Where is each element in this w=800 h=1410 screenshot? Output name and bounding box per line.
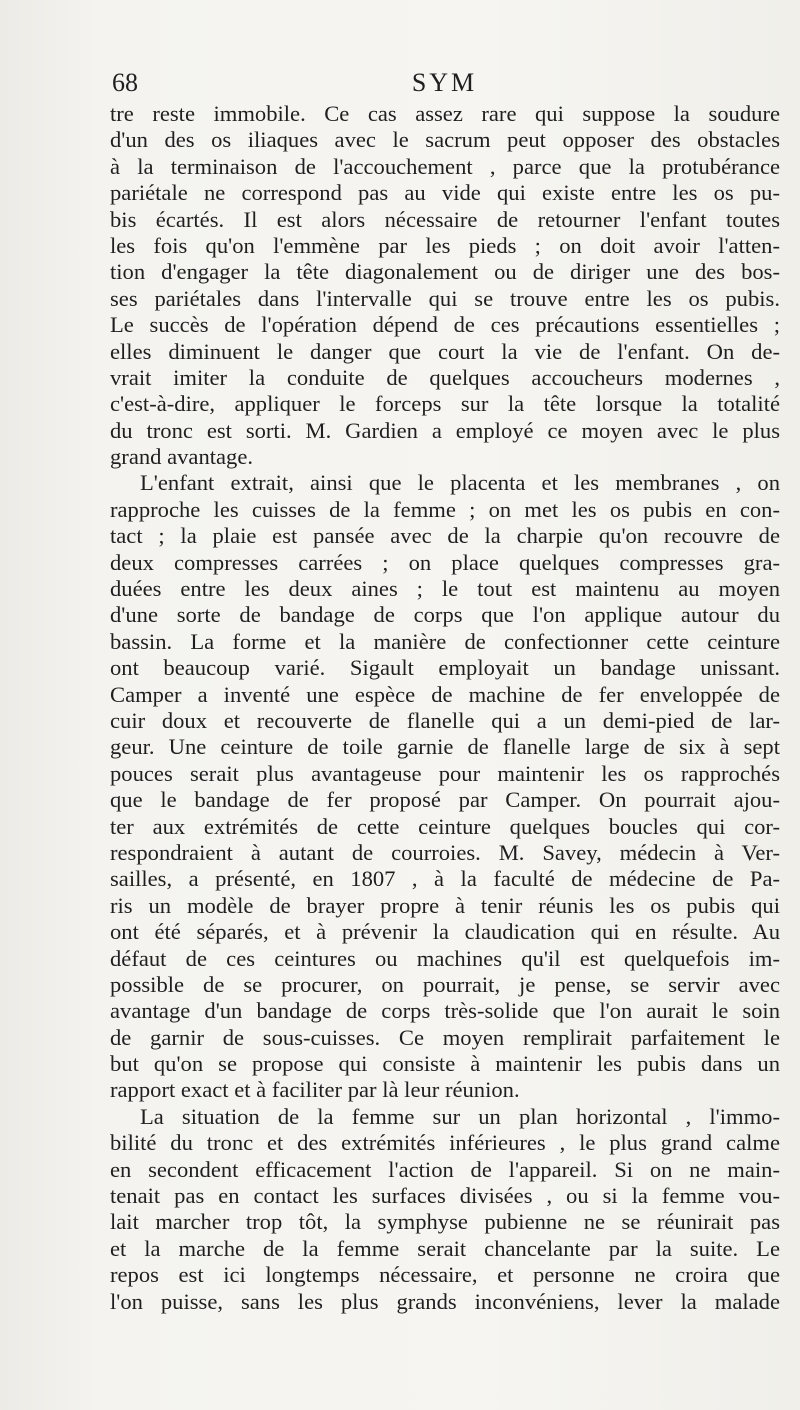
text-line: but qu'on se propose qui consiste à maintenir les pubis dans un [110, 1051, 780, 1077]
text-line: rapproche les cuisses de la femme ; on met les os pubis en con- [110, 496, 780, 522]
text-line: elles diminuent le danger que court la vie de l'enfant. On de- [110, 338, 780, 364]
text-line: bilité du tronc et des extrémités inférieures , le plus grand calme [110, 1130, 780, 1156]
text-line: tre reste immobile. Ce cas assez rare qui suppose la soudure [110, 101, 780, 126]
body-text [110, 101, 780, 1315]
text-line: les fois qu'on l'emmène par les pieds ; on doit avoir l'atten- [110, 232, 780, 258]
running-head: SYM [411, 68, 478, 97]
text-line: cuir doux et recouverte de flanelle qui a un demi-pied de lar- [110, 707, 780, 733]
page-header [112, 66, 777, 100]
text-line: geur. Une ceinture de toile garnie de flanelle large de six à sept [110, 734, 780, 760]
text-line: Le succès de l'opération dépend de ces précautions essentielles ; [110, 312, 780, 338]
text-line: Camper a inventé une espèce de machine de fer enveloppée de [110, 681, 780, 707]
text-line: en secondent efficacement l'action de l'appareil. Si on ne main- [110, 1156, 780, 1182]
text-line: tion d'engager la tête diagonalement ou de diriger une des bos- [110, 259, 780, 285]
paragraph-end-line: rapport exact et à faciliter par là leur réunion. [110, 1077, 520, 1103]
text-line: pariétale ne correspond pas au vide qui existe entre les os pu- [110, 180, 780, 206]
text-line: et la marche de la femme serait chancelante par la suite. Le [110, 1235, 780, 1261]
text-line: respondraient à autant de courroies. M. Savey, médecin à Ver- [110, 839, 780, 865]
text-line: de garnir de sous-cuisses. Ce moyen remplirait parfaitement le [110, 1024, 780, 1050]
text-line: défaut de ces ceintures ou machines qu'il est quelquefois im- [110, 945, 780, 971]
text-line: lait marcher trop tôt, la symphyse pubienne ne se réunirait pas [110, 1209, 780, 1235]
text-line: ris un modèle de brayer propre à tenir réunis les os pubis qui [110, 892, 780, 918]
text-line: du tronc est sorti. M. Gardien a employé ce moyen avec le plus [110, 417, 780, 443]
paragraph-start-line: La situation de la femme sur un plan horizontal , l'immo- [140, 1103, 780, 1129]
text-line: bassin. La forme et la manière de confectionner cette ceinture [110, 628, 780, 654]
text-line: ont été séparés, et à prévenir la claudication qui en résulte. Au [110, 919, 780, 945]
text-line: ter aux extrémités de cette ceinture quelques boucles qui cor- [110, 813, 780, 839]
text-line: ses pariétales dans l'intervalle qui se trouve entre les os pubis. [110, 285, 780, 311]
text-line: possible de se procurer, on pourrait, je pense, se servir avec [110, 971, 780, 997]
paragraph-end-line: grand avantage. [110, 444, 254, 470]
text-line: ont beaucoup varié. Sigault employait un bandage unissant. [110, 655, 780, 681]
text-line: que le bandage de fer proposé par Camper. On pourrait ajou- [110, 787, 780, 813]
text-line: d'un des os iliaques avec le sacrum peut opposer des obstacles [110, 127, 780, 153]
paragraph-start-line: L'enfant extrait, ainsi que le placenta et les membranes , on [140, 470, 780, 496]
text-line: repos est ici longtemps nécessaire, et personne ne croira que [110, 1262, 780, 1288]
text-line: pouces serait plus avantageuse pour maintenir les os rapprochés [110, 760, 780, 786]
text-line: sailles, a présenté, en 1807 , à la faculté de médecine de Pa- [110, 866, 780, 892]
page-number: 68 [112, 68, 138, 97]
text-line: c'est-à-dire, appliquer le forceps sur la tête lorsque la totalité [110, 391, 780, 417]
text-line: l'on puisse, sans les plus grands inconvéniens, lever la malade [110, 1288, 780, 1314]
text-line: avantage d'un bandage de corps très-solide que l'on aurait le soin [110, 998, 780, 1024]
text-line: deux compresses carrées ; on place quelques compresses gra- [110, 549, 780, 575]
text-line: vrait imiter la conduite de quelques accoucheurs modernes , [110, 364, 780, 390]
text-line: duées entre les deux aines ; le tout est maintenu au moyen [110, 576, 780, 602]
text-line: tenait pas en contact les surfaces divisées , ou si la femme vou- [110, 1183, 780, 1209]
text-line: à la terminaison de l'accouchement , parce que la protubérance [110, 153, 780, 179]
text-line: d'une sorte de bandage de corps que l'on applique autour du [110, 602, 780, 628]
text-line: bis écartés. Il est alors nécessaire de retourner l'enfant toutes [110, 206, 780, 232]
text-line: tact ; la plaie est pansée avec de la charpie qu'on recouvre de [110, 523, 780, 549]
